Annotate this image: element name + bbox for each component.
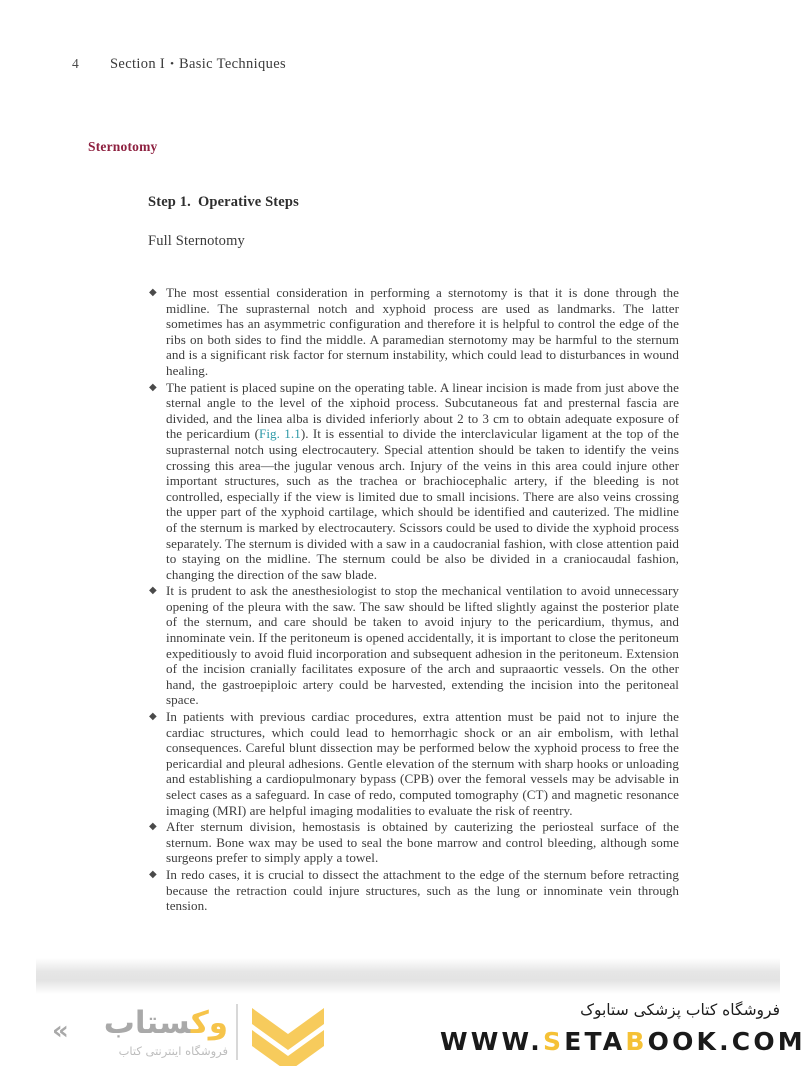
- chevron-mark-icon: [248, 1004, 328, 1066]
- list-item: [148, 380, 679, 583]
- list-item: [148, 819, 679, 866]
- subsection-heading: Full Sternotomy: [148, 233, 245, 249]
- list-item-text: In redo cases, it is crucial to dissect the attachment to the edge of the sternum before retracting because the retraction could injure structures, such as the lung or innominate vein through tension.: [166, 866, 679, 914]
- bullet-diamond-icon: ◆: [149, 585, 157, 597]
- step-number: Step 1.: [148, 194, 191, 210]
- list-item: [148, 583, 679, 708]
- brand-wordmark-primary: ستاب: [103, 1005, 191, 1041]
- site-url-part-0: WWW.: [440, 1027, 543, 1056]
- list-item-text: The most essential consideration in performing a sternotomy is that it is done through the midline. The suprasternal notch and xyphoid process are used as landmarks. The latter sometimes has an asymmetric configuration and therefore it is helpful to control the edge of the ribs on both sides to find the middle. A paramedian sternotomy may be harmful to the sternum and is a significant risk factor for sternum instability, which could lead to disturbances in wound healing.: [166, 285, 679, 378]
- running-head-separator-bullet: •: [170, 58, 174, 70]
- site-url-part-1: S: [543, 1027, 565, 1056]
- site-url-part-4: OOK.COM: [647, 1027, 806, 1056]
- step-title: Operative Steps: [197, 194, 299, 210]
- list-item: [148, 867, 679, 914]
- site-url-part-2: ETA: [564, 1027, 626, 1056]
- list-item-text: It is prudent to ask the anesthesiologist to stop the mechanical ventilation to avoid unnecessary opening of the pleura with the saw. The saw should be lifted slightly against the posterior plate of the sternum, and care should be taken to avoid injury to the pericardium, thymus, and innominate vein. If the peritoneum is opened accidentally, it is important to close the peritoneum expeditiously to avoid fluid incorporation and subsequent adhesion in the peritoneum. Extension of the incision cranially facilitates exposure of the arch and supraaortic vessels. On the other hand, the gastroepiploic artery could be harvested, extending the incision into the peritoneal space.: [166, 583, 679, 708]
- figure-reference-link[interactable]: Fig. 1.1: [259, 426, 301, 442]
- footer-watermark: [0, 994, 810, 1080]
- running-head-section: Section I: [110, 56, 166, 72]
- list-item-text: After sternum division, hemostasis is obtained by cauterizing the periosteal surface of the sternum. Bone wax may be used to seal the bone marrow and control bleeding, although some surgeons prefer to simply apply a towel.: [166, 819, 679, 866]
- brand-subtitle: فروشگاه اینترنتی کتاب: [118, 1044, 228, 1058]
- section-heading: Sternotomy: [88, 139, 158, 154]
- brand-logo: [52, 1000, 318, 1076]
- bullet-diamond-icon: ◆: [149, 868, 157, 880]
- bullet-diamond-icon: ◆: [149, 711, 157, 723]
- list-item: [148, 285, 679, 379]
- bullet-list: [148, 285, 679, 915]
- bullet-diamond-icon: ◆: [149, 381, 157, 393]
- page-bottom-gradient: [36, 958, 780, 994]
- brand-wordmark-accent: وک: [190, 1005, 228, 1041]
- list-item-text: In patients with previous cardiac procedures, extra attention must be paid not to injure the cardiac structures, which could lead to hemorrhagic shock or an air embolism, with lethal consequences. Careful blunt dissection may be performed below the xyphoid process to free the pericardial and pleural adhesions. Gentle elevation of the sternum with sharp hooks or unloading and establishing a cardiopulmonary bypass (CPB) over the femoral vessels may be advisable in select cases as a safeguard. In case of redo, computed tomography (CT) and magnetic resonance imaging (MRI) are helpful imaging modalities to evaluate the risk of reentry.: [166, 709, 679, 818]
- list-item: [148, 709, 679, 818]
- site-url[interactable]: [440, 1027, 806, 1057]
- site-info: [440, 998, 806, 1057]
- step-heading: [148, 194, 299, 211]
- bullet-diamond-icon: ◆: [149, 821, 157, 833]
- site-tagline: فروشگاه کتاب پزشکی ستابوک: [580, 1001, 780, 1019]
- running-head-title: Basic Techniques: [178, 56, 286, 72]
- brand-wordmark: [58, 1002, 228, 1044]
- brand-chevron-icon: «: [52, 1016, 69, 1046]
- brand-divider: [236, 1004, 238, 1060]
- list-item-text: The patient is placed supine on the operating table. A linear incision is made from just above the sternal angle to the level of the xiphoid process. Subcutaneous fat and presternal fascia are divided, and the linea alba is divided inferiorly about 2 to 3 cm to obtain adequate exposure of the pericardium (Fig. 1.1). It is essential to divide the interclavicular ligament at the top of the suprasternal notch using electrocautery. Special attention should be taken to identify the veins crossing this area—the jugular venous arch. Injury of the veins in this area could injure other important structures, such as the trachea or brachiocephalic artery, if the bleeding is not controlled, especially if the view is limited due to small incisions. There are also veins crossing the upper part of the xyphoid cartilage, which should be identified and cauterized. The midline of the sternum is marked by electrocautery. Scissors could be used to divide the xyphoid process separately. The sternum is divided with a saw in a caudocranial fashion, with close attention paid to staying on the midline. The sternum could be also be divided in a craniocaudal fashion, changing the direction of the saw blade.: [166, 379, 680, 582]
- site-url-part-3: B: [625, 1027, 648, 1056]
- running-head: [72, 56, 286, 73]
- bullet-diamond-icon: ◆: [149, 287, 157, 298]
- page-number: 4: [72, 56, 79, 71]
